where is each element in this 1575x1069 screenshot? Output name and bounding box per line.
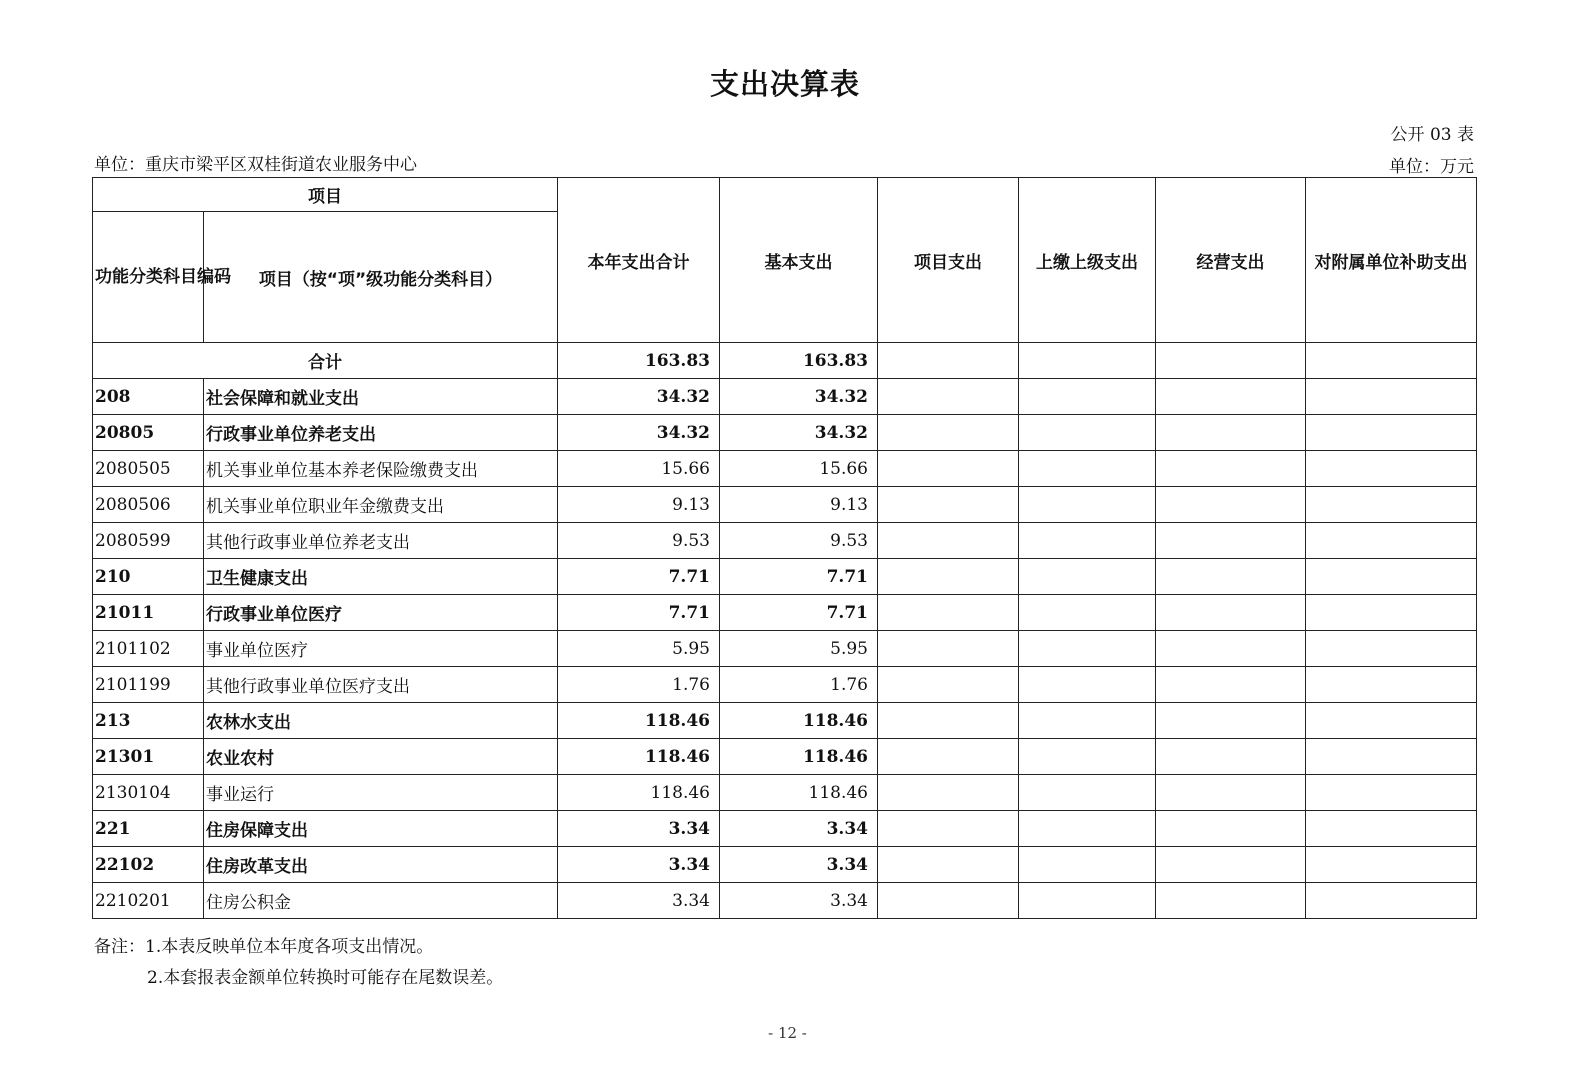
row-basic: 7.71 — [720, 595, 878, 631]
row-basic: 5.95 — [720, 631, 878, 667]
row-project — [878, 631, 1019, 667]
row-total: 7.71 — [558, 559, 720, 595]
row-remit — [1019, 811, 1156, 847]
row-total: 118.46 — [558, 775, 720, 811]
row-business — [1156, 631, 1306, 667]
row-name: 住房公积金 — [204, 883, 558, 919]
row-code: 2130104 — [93, 775, 204, 811]
table-row — [93, 559, 1477, 595]
row-remit — [1019, 559, 1156, 595]
row-subsidy — [1306, 739, 1477, 775]
row-total: 7.71 — [558, 595, 720, 631]
header-name: 项目（按“项”级功能分类科目） — [204, 212, 558, 343]
row-name: 机关事业单位职业年金缴费支出 — [204, 487, 558, 523]
row-subsidy — [1306, 595, 1477, 631]
table-row — [93, 703, 1477, 739]
row-basic: 3.34 — [720, 847, 878, 883]
row-remit — [1019, 883, 1156, 919]
row-total: 34.32 — [558, 415, 720, 451]
row-business — [1156, 523, 1306, 559]
row-business — [1156, 847, 1306, 883]
page-title: 支出决算表 — [709, 67, 860, 101]
note-2: 2.本套报表金额单位转换时可能存在尾数误差。 — [147, 968, 504, 988]
row-code: 21301 — [93, 739, 204, 775]
row-business — [1156, 451, 1306, 487]
expenditure-table — [92, 177, 1477, 919]
row-subsidy — [1306, 883, 1477, 919]
row-subsidy — [1306, 847, 1477, 883]
table-row — [93, 595, 1477, 631]
form-number: 公开 03 表 — [1390, 125, 1474, 145]
row-basic: 34.32 — [720, 415, 878, 451]
row-subsidy — [1306, 523, 1477, 559]
row-business — [1156, 667, 1306, 703]
currency-unit: 单位：万元 — [1389, 157, 1474, 177]
row-code: 20805 — [93, 415, 204, 451]
row-code: 2210201 — [93, 883, 204, 919]
row-code: 208 — [93, 379, 204, 415]
row-total: 3.34 — [558, 847, 720, 883]
row-business — [1156, 739, 1306, 775]
row-remit — [1019, 739, 1156, 775]
row-code: 210 — [93, 559, 204, 595]
row-subsidy — [1306, 631, 1477, 667]
row-business — [1156, 811, 1306, 847]
row-name: 行政事业单位医疗 — [204, 595, 558, 631]
row-subsidy — [1306, 451, 1477, 487]
table-row — [93, 631, 1477, 667]
table-row — [93, 379, 1477, 415]
row-basic: 9.53 — [720, 523, 878, 559]
row-code: 2080599 — [93, 523, 204, 559]
row-basic: 1.76 — [720, 667, 878, 703]
row-remit — [1019, 379, 1156, 415]
row-total: 9.13 — [558, 487, 720, 523]
row-project — [878, 523, 1019, 559]
row-total: 3.34 — [558, 883, 720, 919]
page-number: - 12 - — [768, 1024, 807, 1042]
row-name: 事业单位医疗 — [204, 631, 558, 667]
row-remit — [1019, 631, 1156, 667]
row-name: 住房保障支出 — [204, 811, 558, 847]
total-label: 合计 — [93, 343, 558, 379]
total-basic: 163.83 — [720, 343, 878, 379]
row-name: 行政事业单位养老支出 — [204, 415, 558, 451]
row-remit — [1019, 451, 1156, 487]
table-row — [93, 667, 1477, 703]
note-1: 备注：1.本表反映单位本年度各项支出情况。 — [94, 937, 434, 957]
row-basic: 15.66 — [720, 451, 878, 487]
row-project — [878, 775, 1019, 811]
table-row — [93, 487, 1477, 523]
row-code: 213 — [93, 703, 204, 739]
row-name: 卫生健康支出 — [204, 559, 558, 595]
row-total: 118.46 — [558, 703, 720, 739]
row-basic: 9.13 — [720, 487, 878, 523]
row-subsidy — [1306, 379, 1477, 415]
row-code: 2101102 — [93, 631, 204, 667]
row-project — [878, 379, 1019, 415]
row-basic: 118.46 — [720, 775, 878, 811]
table-row — [93, 739, 1477, 775]
row-name: 农业农村 — [204, 739, 558, 775]
row-name: 机关事业单位基本养老保险缴费支出 — [204, 451, 558, 487]
header-code: 功能分类科目编码 — [93, 212, 204, 343]
header-row-1 — [93, 178, 1477, 212]
row-project — [878, 487, 1019, 523]
row-business — [1156, 595, 1306, 631]
row-project — [878, 451, 1019, 487]
row-basic: 118.46 — [720, 703, 878, 739]
row-project — [878, 667, 1019, 703]
row-total: 118.46 — [558, 739, 720, 775]
header-remit: 上缴上级支出 — [1019, 178, 1156, 343]
row-business — [1156, 379, 1306, 415]
row-business — [1156, 703, 1306, 739]
row-business — [1156, 487, 1306, 523]
row-basic: 34.32 — [720, 379, 878, 415]
row-remit — [1019, 667, 1156, 703]
row-total: 3.34 — [558, 811, 720, 847]
row-remit — [1019, 487, 1156, 523]
row-subsidy — [1306, 559, 1477, 595]
row-project — [878, 847, 1019, 883]
row-total: 34.32 — [558, 379, 720, 415]
row-subsidy — [1306, 667, 1477, 703]
table-row — [93, 775, 1477, 811]
row-name: 农林水支出 — [204, 703, 558, 739]
table-row — [93, 811, 1477, 847]
row-subsidy — [1306, 415, 1477, 451]
header-total: 本年支出合计 — [558, 178, 720, 343]
row-business — [1156, 775, 1306, 811]
row-remit — [1019, 775, 1156, 811]
table-row — [93, 523, 1477, 559]
row-remit — [1019, 523, 1156, 559]
row-total: 15.66 — [558, 451, 720, 487]
row-code: 2080506 — [93, 487, 204, 523]
row-basic: 3.34 — [720, 883, 878, 919]
total-sum: 163.83 — [558, 343, 720, 379]
row-name: 住房改革支出 — [204, 847, 558, 883]
header-business: 经营支出 — [1156, 178, 1306, 343]
row-name: 其他行政事业单位医疗支出 — [204, 667, 558, 703]
header-project: 项目支出 — [878, 178, 1019, 343]
header-subsidy: 对附属单位补助支出 — [1306, 178, 1477, 343]
row-business — [1156, 415, 1306, 451]
row-subsidy — [1306, 487, 1477, 523]
reporting-unit: 单位：重庆市梁平区双桂街道农业服务中心 — [94, 155, 417, 175]
row-project — [878, 415, 1019, 451]
row-project — [878, 883, 1019, 919]
row-code: 221 — [93, 811, 204, 847]
row-remit — [1019, 703, 1156, 739]
row-project — [878, 703, 1019, 739]
row-basic: 3.34 — [720, 811, 878, 847]
table-row — [93, 883, 1477, 919]
row-total: 1.76 — [558, 667, 720, 703]
row-remit — [1019, 595, 1156, 631]
row-subsidy — [1306, 811, 1477, 847]
row-code: 21011 — [93, 595, 204, 631]
row-remit — [1019, 415, 1156, 451]
row-name: 其他行政事业单位养老支出 — [204, 523, 558, 559]
row-project — [878, 811, 1019, 847]
row-business — [1156, 883, 1306, 919]
header-basic: 基本支出 — [720, 178, 878, 343]
table-row — [93, 415, 1477, 451]
row-project — [878, 559, 1019, 595]
row-remit — [1019, 847, 1156, 883]
row-subsidy — [1306, 775, 1477, 811]
row-basic: 118.46 — [720, 739, 878, 775]
row-name: 社会保障和就业支出 — [204, 379, 558, 415]
row-code: 22102 — [93, 847, 204, 883]
row-subsidy — [1306, 703, 1477, 739]
row-project — [878, 595, 1019, 631]
header-project-group: 项目 — [93, 178, 558, 212]
table-row — [93, 847, 1477, 883]
total-row — [93, 343, 1477, 379]
row-code: 2080505 — [93, 451, 204, 487]
row-business — [1156, 559, 1306, 595]
row-total: 5.95 — [558, 631, 720, 667]
row-code: 2101199 — [93, 667, 204, 703]
table-row — [93, 451, 1477, 487]
row-name: 事业运行 — [204, 775, 558, 811]
row-total: 9.53 — [558, 523, 720, 559]
row-basic: 7.71 — [720, 559, 878, 595]
row-project — [878, 739, 1019, 775]
